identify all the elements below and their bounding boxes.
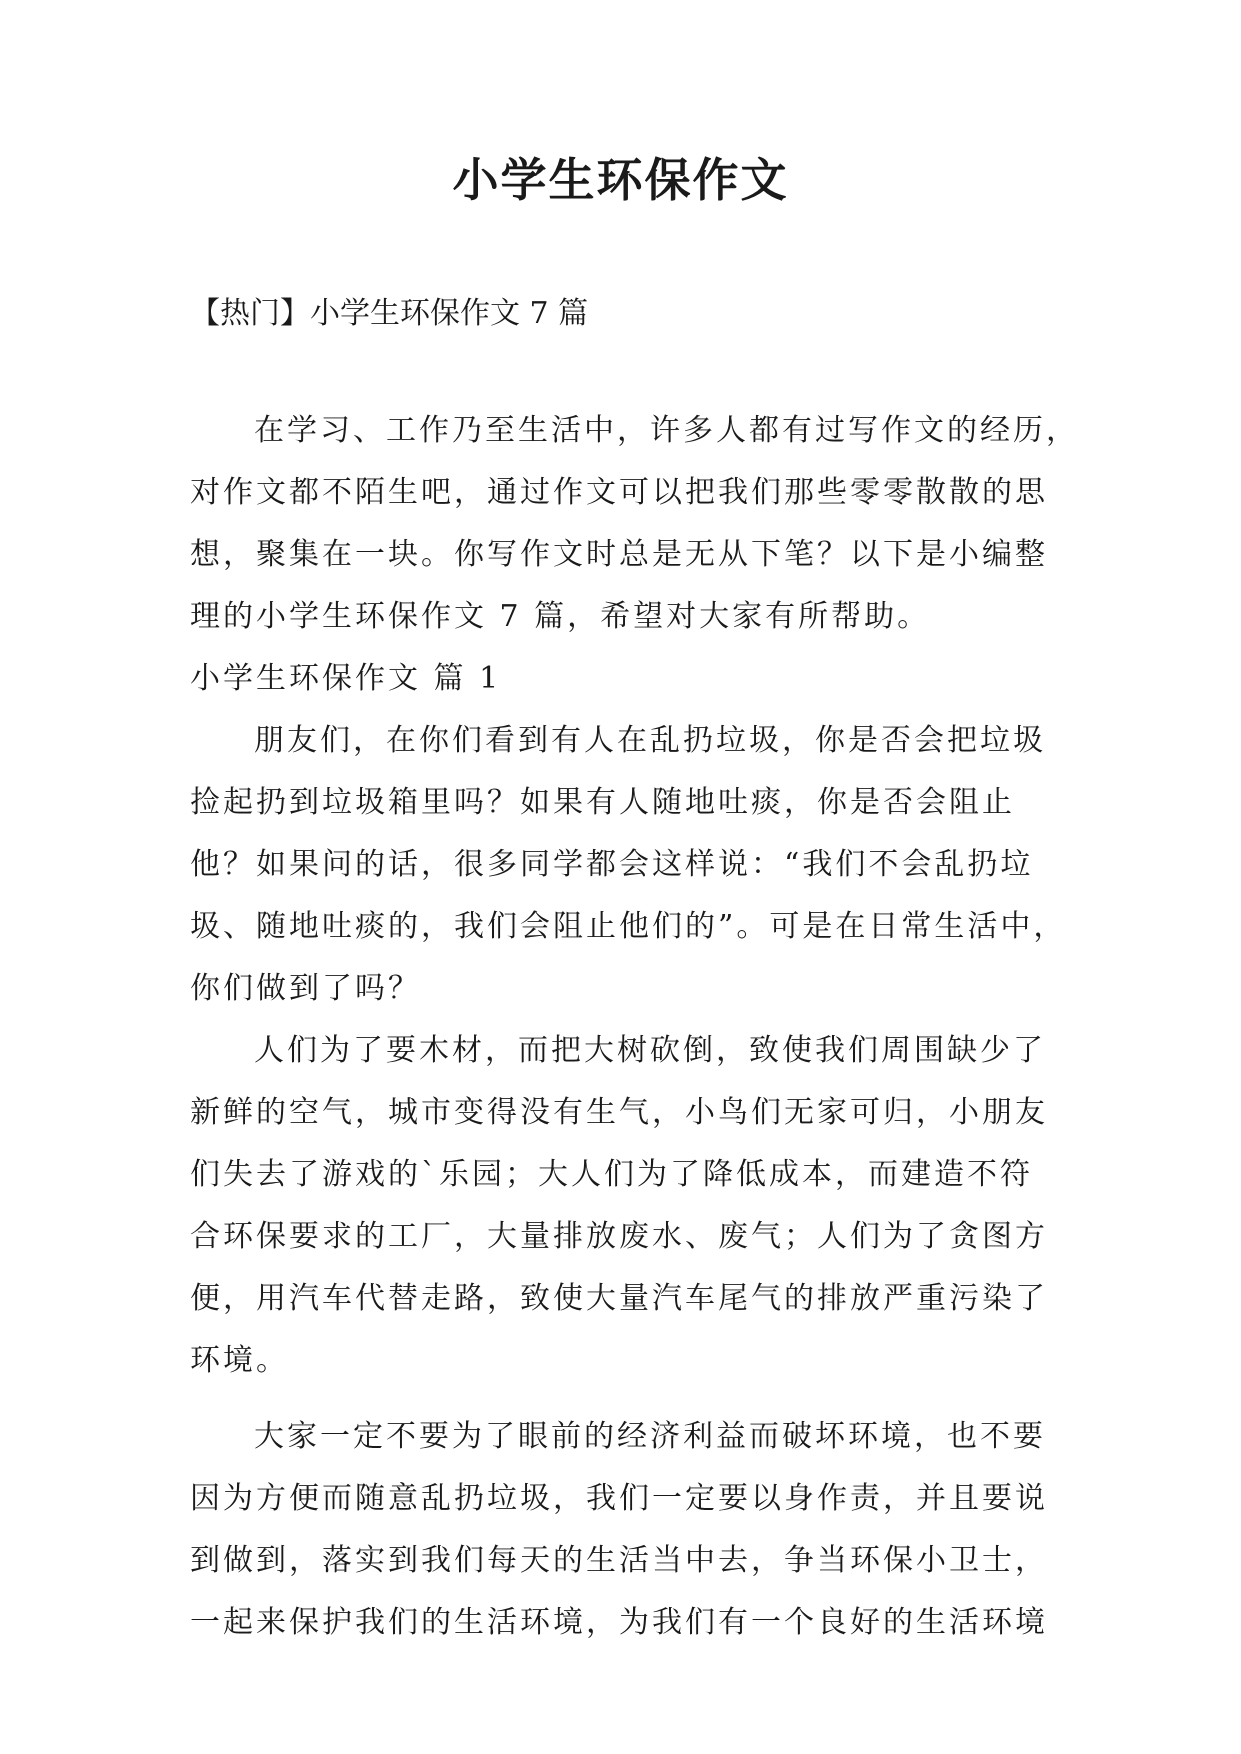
document-title: 小学生环保作文: [452, 153, 789, 207]
section-heading: 小学生环保作文 篇 1: [190, 661, 502, 696]
intro-paragraph-line: 对作文都不陌生吧，通过作文可以把我们那些零零散散的思: [190, 475, 1048, 510]
paragraph-gap: [190, 1398, 1070, 1412]
paragraph-line: 合环保要求的工厂，大量排放废水、废气；人们为了贪图方: [190, 1219, 1048, 1254]
paragraph-line: 捡起扔到垃圾箱里吗？如果有人随地吐痰，你是否会阻止: [190, 785, 1015, 820]
intro-paragraph-line: 理的小学生环保作文 7 篇，希望对大家有所帮助。: [190, 599, 931, 634]
paragraph-line: 到做到，落实到我们每天的生活当中去，争当环保小卫士，: [190, 1543, 1048, 1578]
paragraph-line: 朋友们，在你们看到有人在乱扔垃圾，你是否会把垃圾: [254, 723, 1046, 758]
paragraph-line: 你们做到了吗？: [190, 971, 421, 1006]
intro-paragraph-line: 在学习、工作乃至生活中，许多人都有过写作文的经历，: [254, 413, 1079, 448]
intro-paragraph-line: 想，聚集在一块。你写作文时总是无从下笔？以下是小编整: [190, 537, 1048, 572]
paragraph-line: 他？如果问的话，很多同学都会这样说：“我们不会乱扔垃: [190, 847, 1034, 882]
paragraph-line: 们失去了游戏的`乐园；大人们为了降低成本，而建造不符: [190, 1157, 1033, 1192]
paragraph-line: 大家一定不要为了眼前的经济利益而破坏环境，也不要: [254, 1419, 1046, 1454]
paragraph-line: 一起来保护我们的生活环境，为我们有一个良好的生活环境: [190, 1605, 1048, 1640]
paragraph-line: 因为方便而随意乱扔垃圾，我们一定要以身作责，并且要说: [190, 1481, 1048, 1516]
document-body: [190, 406, 1079, 1660]
paragraph-line: 新鲜的空气，城市变得没有生气，小鸟们无家可归，小朋友: [190, 1095, 1048, 1130]
document-subtitle: 【热门】小学生环保作文 7 篇: [190, 296, 589, 331]
paragraph-line: 便，用汽车代替走路，致使大量汽车尾气的排放严重污染了: [190, 1281, 1048, 1316]
paragraph-line: 环境。: [190, 1343, 289, 1378]
paragraph-line: 圾、随地吐痰的，我们会阻止他们的”。可是在日常生活中，: [190, 909, 1067, 944]
paragraph-line: 人们为了要木材，而把大树砍倒，致使我们周围缺少了: [254, 1033, 1046, 1068]
